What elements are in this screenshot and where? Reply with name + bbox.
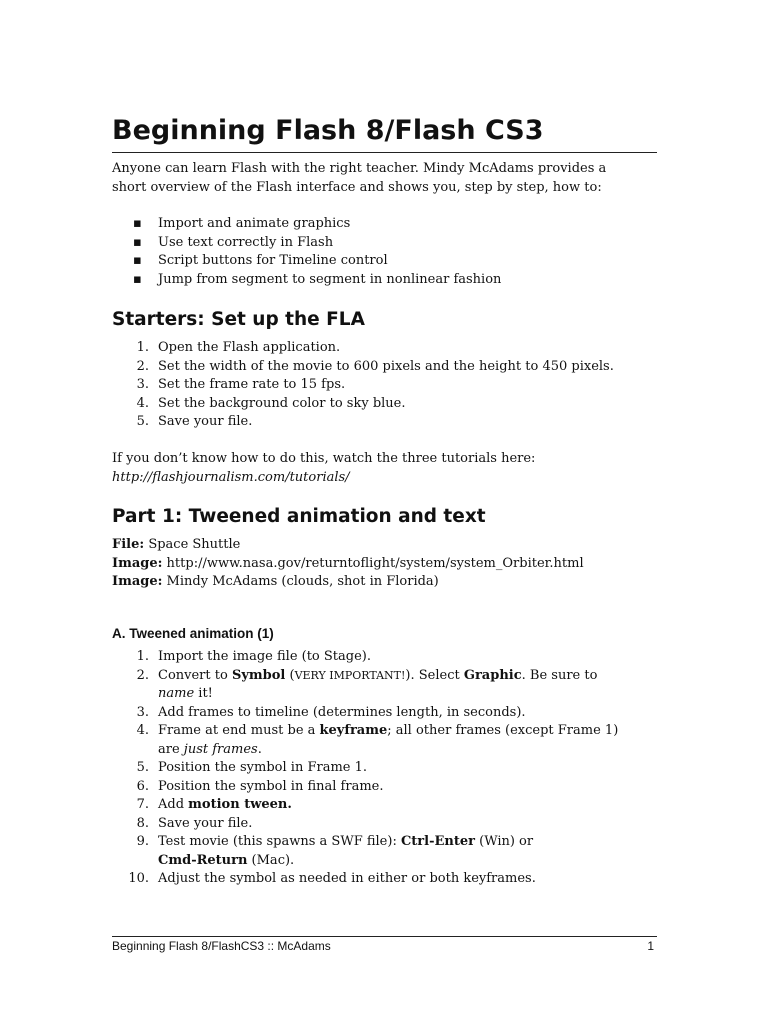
list-item: ▪ Jump from segment to segment in nonlinear fashion xyxy=(112,271,657,290)
bullet-icon: ▪ xyxy=(133,253,142,268)
list-item: 4. Frame at end must be a keyframe; all other frames (except Frame 1) are just frames. xyxy=(136,723,619,757)
title-divider xyxy=(112,152,657,153)
list-item: 5. Save your file. xyxy=(136,414,253,429)
list-item: 1. Import the image file (to Stage). xyxy=(136,649,371,664)
list-item: 10. Adjust the symbol as needed in either or both keyframes. xyxy=(128,871,536,886)
tutorials-link[interactable]: http://flashjournalism.com/tutorials/ xyxy=(112,469,350,485)
footer-divider xyxy=(112,936,657,937)
page-number: 1 xyxy=(647,939,654,953)
starters-steps xyxy=(112,339,657,432)
list-item: ▪ Use text correctly in Flash xyxy=(112,234,657,253)
list-item: 1. Open the Flash application. xyxy=(136,340,341,355)
list-item: 8. Save your file. xyxy=(136,815,253,831)
starters-heading: Starters: Set up the FLA xyxy=(112,309,365,330)
list-item: 6. Position the symbol in final frame. xyxy=(136,778,384,794)
list-item: 5. Position the symbol in Frame 1. xyxy=(136,760,367,775)
starters-section xyxy=(112,307,657,333)
list-item: 3. Set the frame rate to 15 fps. xyxy=(136,377,346,392)
document-page xyxy=(112,0,657,1024)
list-item: ▪ Import and animate graphics xyxy=(112,215,657,234)
list-item: 4. Set the background color to sky blue. xyxy=(136,395,406,411)
list-item: 2. Convert to Symbol (VERY IMPORTANT!). Select Graphic. Be sure to name it! xyxy=(136,667,598,701)
section-a-heading: A. Tweened animation (1) xyxy=(112,626,274,641)
intro-paragraph: Anyone can learn Flash with the right teacher. Mindy McAdams provides a short overview of the Flash interface and shows you, step by step, how to: xyxy=(112,161,607,195)
bullet-icon: ▪ xyxy=(133,234,142,250)
bullet-icon: ▪ xyxy=(133,216,142,231)
page-footer xyxy=(112,938,657,954)
list-item: 3. Add frames to timeline (determines length, in seconds). xyxy=(136,704,526,720)
image-credit-line: Image: Mindy McAdams (clouds, shot in Florida) xyxy=(112,574,439,589)
image-source-line: Image: http://www.nasa.gov/returntoflight/system/system_Orbiter.html xyxy=(112,555,584,571)
file-line: File: Space Shuttle xyxy=(112,537,241,552)
section-a-steps xyxy=(112,648,657,889)
list-item: 7. Add motion tween. xyxy=(136,797,292,812)
list-item: 2. Set the width of the movie to 600 pixels and the height to 450 pixels. xyxy=(136,358,614,374)
tutorials-note: If you don’t know how to do this, watch the three tutorials here: http://flashjournalism.com/tutorials/ xyxy=(112,451,536,485)
list-item: ▪ Script buttons for Timeline control xyxy=(112,252,657,271)
bullet-icon: ▪ xyxy=(133,271,142,287)
section-a xyxy=(112,624,657,644)
part1-metadata xyxy=(112,536,657,592)
list-item: 9. Test movie (this spawns a SWF file): Ctrl-Enter (Win) or Cmd-Return (Mac). xyxy=(136,834,534,868)
document-title: Beginning Flash 8/Flash CS3 xyxy=(112,115,544,146)
footer-title: Beginning Flash 8/FlashCS3 :: McAdams xyxy=(112,939,331,953)
goals-list xyxy=(112,215,657,289)
part1-heading: Part 1: Tweened animation and text xyxy=(112,506,486,527)
part1-section xyxy=(112,504,657,530)
